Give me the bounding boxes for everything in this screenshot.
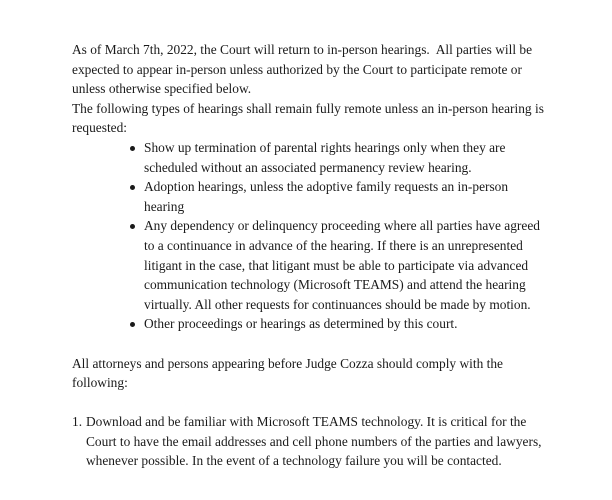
list-item bbox=[72, 138, 544, 177]
compliance-heading: All attorneys and persons appearing before Judge Cozza should comply with the following: bbox=[72, 355, 503, 391]
compliance-steps-list bbox=[72, 412, 544, 471]
paragraph-spacer bbox=[72, 334, 544, 354]
step-text: Download and be familiar with Microsoft TEAMS technology. It is critical for the Court to have the email addresses and cell phone numbers of the parties and lawyers, whenever possible. In the event of a technology failure you will be contacted. bbox=[86, 414, 542, 469]
list-item-text: Other proceedings or hearings as determined by this court. bbox=[144, 316, 458, 332]
list-item-text: Show up termination of parental rights hearings only when they are scheduled without an associated permanency review hearing. bbox=[144, 139, 506, 175]
remote-hearings-heading: The following types of hearings shall remain fully remote unless an in-person hearing is requested: bbox=[72, 100, 544, 136]
list-item-text: Any dependency or delinquency proceeding where all parties have agreed to a continuance in advance of the hearing. If there is an unrepresented litigant in the case, that litigant must be able to participate via advanced communication technology (Microsoft TEAMS) and attend the hearing virtually. All other requests for continuances should be made by motion. bbox=[144, 218, 540, 312]
list-item-text: Adoption hearings, unless the adoptive family requests an in-person hearing bbox=[144, 179, 509, 214]
intro-paragraph: As of March 7th, 2022, the Court will return to in-person hearings. All parties will be expected to appear in-person unless authorized by the Court to participate remote or unless otherwise specified below. bbox=[72, 42, 536, 97]
list-item bbox=[72, 216, 544, 314]
list-item bbox=[72, 177, 544, 216]
bullet-icon bbox=[130, 224, 135, 229]
document-page bbox=[72, 40, 544, 471]
bullet-icon bbox=[130, 322, 135, 327]
paragraph-spacer bbox=[72, 393, 544, 413]
list-item bbox=[72, 314, 544, 334]
bullet-icon bbox=[130, 146, 135, 151]
step-number: 1. bbox=[72, 414, 83, 430]
remote-hearings-list bbox=[72, 138, 544, 334]
bullet-icon bbox=[130, 185, 135, 190]
list-item bbox=[72, 412, 544, 471]
